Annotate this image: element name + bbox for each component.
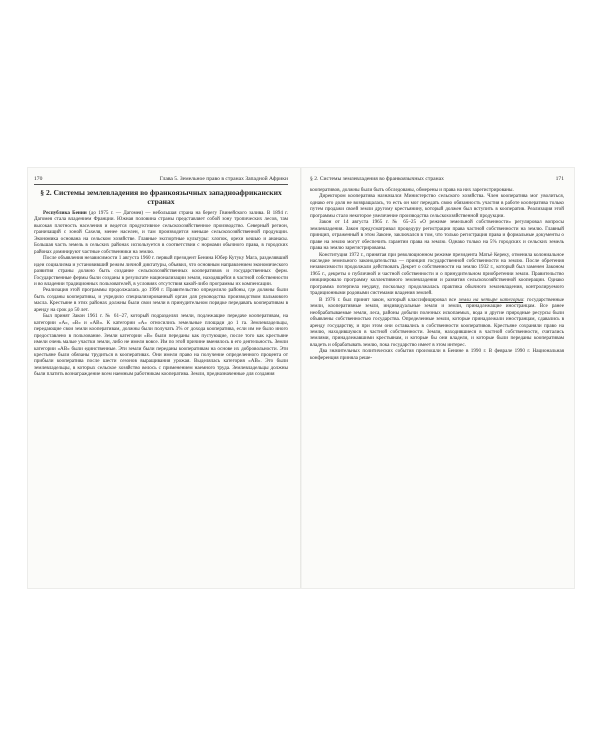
left-body-text xyxy=(34,210,288,378)
right-page-number: 171 xyxy=(555,176,564,182)
paragraph: кооперативов, должны были быть обследованы, обмерены и права на них зарегистрированы. xyxy=(310,187,514,193)
paragraph: После объявления независимости 1 августа 1960 г. первый президент Бенина Юбер Кутуку Мага, разделявший идеи социализма и установивший режим личной диктатуры, объявил, что основным направлением экономического развития страны должно быть создание сельскохозяйственных кооперативов и государственных ферм. Государственные фермы были созданы в результате национализации земли, находящейся в частной собственности и во владении традиционных пользователей, в условиях отсутствия какой-либо программы их компенсации. xyxy=(34,255,288,287)
paragraph: Конституция 1972 г., принятая при революционном режиме президента Матьё Кереку, отменила колониальное наследие земельного законодательства — принцип государственной собственности на землю. После обретения независимости продолжали действовать Декрет о собственности на землю 1932 г., который был заменен Законом 1965 г., декреты о публичной и частной собственности и о принудительном приобретении земли. Правительство инициировало программу коллективного землевладения и развития сельскохозяйственной кооперации. Однако программа потерпела неудачу, поскольку продолжалась практика обычного землевладения, контролируемого традиционными родовыми системами владения землей. xyxy=(310,251,564,297)
paragraph: Закон от 14 августа 1965 г. № 65–25 «О режиме земельной собственности» регулировал вопросы землевладения. Закон предусматривал процедуру регистрации права частной собственности на землю. Главный принцип, отраженный в этом Законе, заключался в том, что только регистрация права и формальные документы о праве на землю могут обеспечить гарантии права на землю. Однако только на 5% городских и сельских земель права на землю зарегистрированы. xyxy=(310,219,564,252)
left-running-head xyxy=(34,176,288,185)
paragraph: Два значительных политических события произошли в Бенине в 1990 г. В феврале 1990 г. Национальная конференция приняла реше- xyxy=(310,348,564,361)
emphasis: земли на четыре категории xyxy=(458,296,524,303)
left-page-number: 170 xyxy=(34,176,43,182)
section-title: § 2. Системы землевладения во франкоязычных западноафриканских странах xyxy=(40,188,282,206)
paragraph: Был принят Закон 1961 г. № 61–27, который подразделял земли, подлежащие передаче кооперативам, на категории «А», «В» и «АВ». К категории «А» относились земельные площади до 1 га. Землевладельцы, передающие свои земли кооперативам, должны были получать 3% от дохода кооператива, если им не было иного предоставлено в пользование. Земли категории «В» были переданы как пустующие, после того как крестьяне имели очень малые участки земли, либо не имели вовсе. Им по этой причине вменялось в его деятельность. Земли категории «АВ» были единственные. Эти земли были переданы кооперативам на основе их добровольности. Эти крестьяне были обязаны трудиться в кооперативах. Они имели право на получение определенного процента от прибыли кооператива после шести сезонов выращивания урожая. Выделялась категория «АВ». Это были землевладельцы, в которых сельское хозяйство велось с применением наемного труда. Землевладельцы должны были платить вознаграждение всем наемным работникам кооператива. Земли, предназначенные для создания xyxy=(34,313,288,378)
right-page xyxy=(310,176,564,361)
book-spread xyxy=(28,168,574,588)
paragraph-lead: Республика Бенин xyxy=(43,210,87,216)
left-running-head-text: Глава 5. Земельное право в странах Западной Африки xyxy=(159,176,288,182)
paragraph: Республика Бенин (до 1975 г. — Дагомея) — небольшая страна на берегу Гвинейского залива. В 1894 г. Дагомея стала владением Франции. Южная половина страны представляет собой зону тропических лесов, там высокая плотность населения и ведется продуктивное сельскохозяйственное производство. Северный регион, граничащий с зоной Сахеля, менее населен, и там производится меньше сельскохозяйственной продукции. Экономика основана на сельском хозяйстве. Главные экспортные культуры: хлопок, орехи кешью и ананасы. Большая часть земель в сельских районах используется в соответствии с нормами обычного права, в городских районах доминируют частные собственники на землю. xyxy=(34,210,288,255)
left-page xyxy=(34,176,288,378)
paragraph: Директором кооператива назначался Министерство сельского хозяйства. Член кооператива мог уволиться, однако его доля не возвращалась, то есть он мог передать свою обязанность участия в работе кооператива только путем продажи своей земли другому крестьянину, который должен был вступить в кооператив. Реализация этой программы стало некоторое увеличение производства сельскохозяйственной продукции. xyxy=(310,193,564,219)
paragraph: Реализация этой программы продолжалась до 1990 г. Правительство определило районы, где должны были быть созданы кооперативы, и учредило специализированный орган для руководства производством пальмового масла. Крестьяне в этих районах должны были свои земли в принудительном порядке передавать кооперативам в аренду на срок до 50 лет. xyxy=(34,287,288,313)
book-gutter xyxy=(300,168,302,588)
paragraph: В 1976 г. был принят закон, который классифицировал все земли на четыре категории: государственные земли, кооперативные земли, индивидуальные земли и земли, принадлежащие иностранцам. Все ранее необрабатываемые земли, леса, районы добычи полезных ископаемых, вода и другие природные ресурсы были объявлены собственностью государства. Определенные земли, которые принадлежали иностранцам, сдавались в аренду государству, и при этом они оставались в собственности кооперативов. Крестьяне сохраняли право на землю, находившуюся в частной собственности. Земли, находившиеся в частной собственности, считались землями, принадлежавшими крестьянам, и которые бы они владели, и которые были переданы кооперативам владеть и обрабатывать землю, пока государство имеет в этом интерес. xyxy=(310,296,565,348)
right-running-head xyxy=(310,176,564,184)
right-body-text xyxy=(310,187,564,361)
right-running-head-text: § 2. Системы землевладения во франкоязычных странах xyxy=(310,176,444,182)
